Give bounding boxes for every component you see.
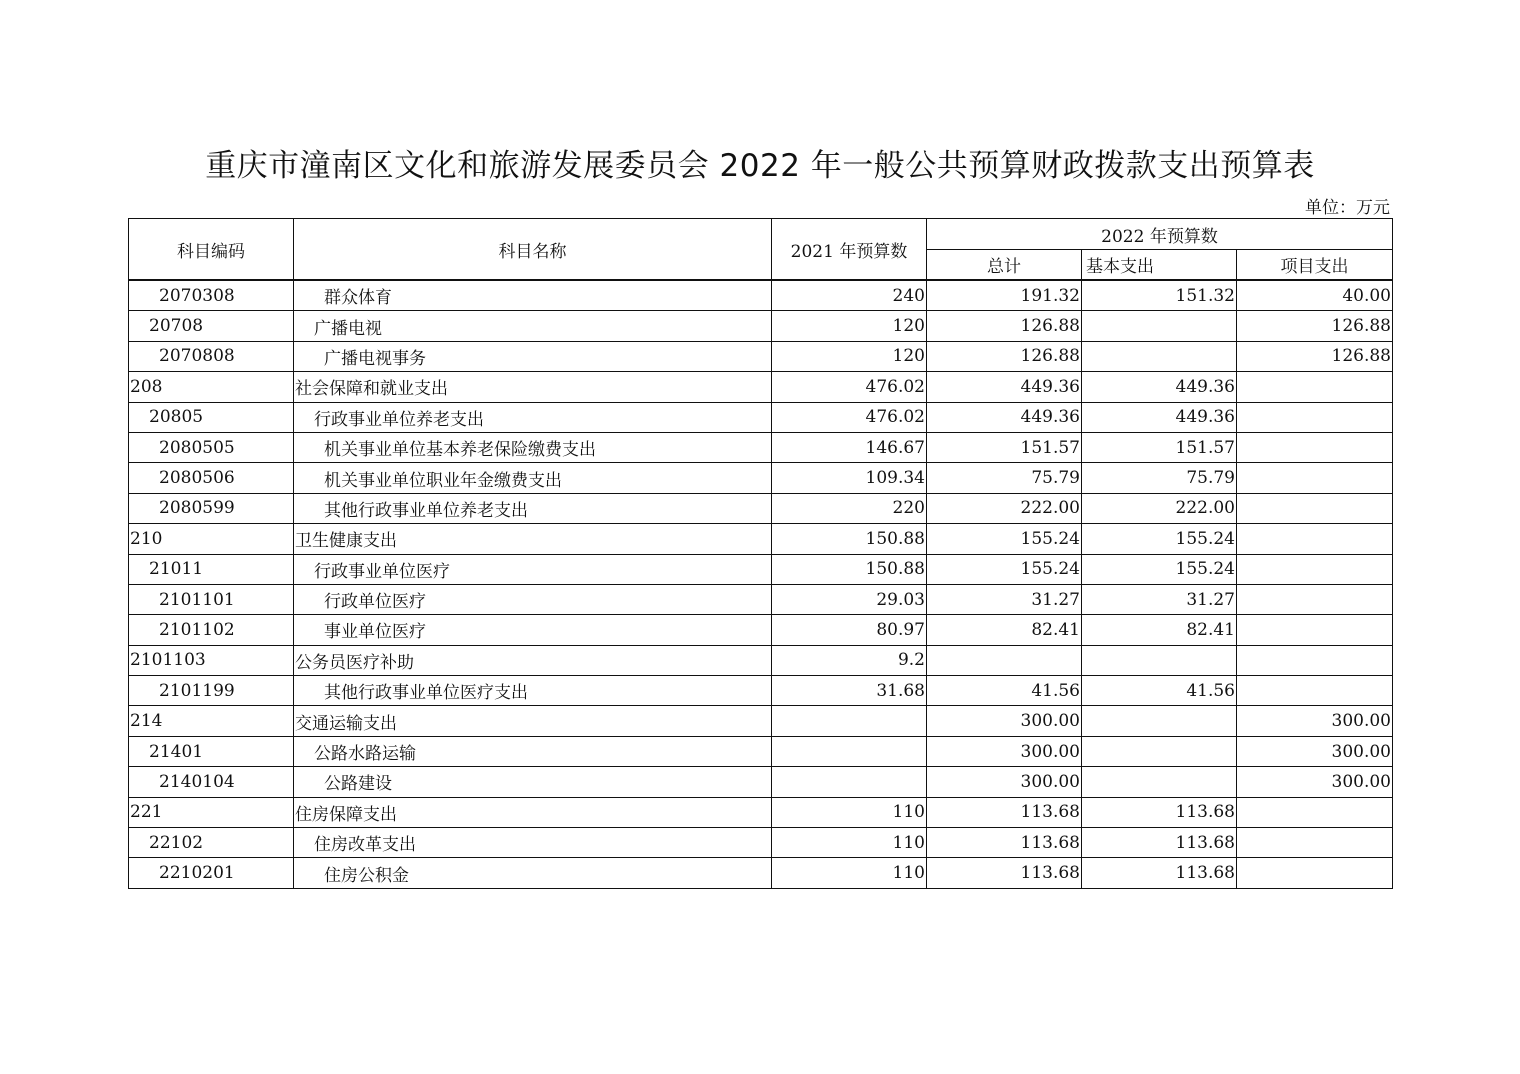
row-code: 20708 [129, 311, 294, 341]
row-project [1237, 402, 1393, 432]
row-prev-budget: 150.88 [772, 524, 927, 554]
row-total: 126.88 [927, 341, 1082, 371]
row-code: 208 [129, 372, 294, 402]
row-basic: 155.24 [1082, 554, 1237, 584]
row-project: 300.00 [1237, 736, 1393, 766]
row-total: 41.56 [927, 676, 1082, 706]
row-code: 2210201 [129, 858, 294, 888]
table-row [129, 493, 1393, 523]
row-code: 2070808 [129, 341, 294, 371]
table-row [129, 615, 1393, 645]
table-row [129, 524, 1393, 554]
row-basic [1082, 341, 1237, 371]
page-title: 重庆市潼南区文化和旅游发展委员会 2022 年一般公共预算财政拨款支出预算表 [205, 148, 1315, 184]
row-total: 113.68 [927, 858, 1082, 888]
budget-table [128, 218, 1393, 889]
row-code: 2101199 [129, 676, 294, 706]
row-name: 住房改革支出 [294, 828, 772, 858]
row-project: 300.00 [1237, 767, 1393, 797]
row-name: 广播电视 [294, 311, 772, 341]
table-row [129, 341, 1393, 371]
row-code: 21011 [129, 554, 294, 584]
row-name: 行政事业单位养老支出 [294, 402, 772, 432]
row-code: 221 [129, 797, 294, 827]
row-total: 75.79 [927, 463, 1082, 493]
header-total: 总计 [927, 250, 1082, 281]
table-row [129, 797, 1393, 827]
table-body [129, 280, 1393, 888]
row-name: 机关事业单位职业年金缴费支出 [294, 463, 772, 493]
row-name: 社会保障和就业支出 [294, 372, 772, 402]
row-basic: 82.41 [1082, 615, 1237, 645]
row-name: 事业单位医疗 [294, 615, 772, 645]
row-name: 行政单位医疗 [294, 584, 772, 614]
row-prev-budget: 31.68 [772, 676, 927, 706]
row-prev-budget [772, 767, 927, 797]
table-row [129, 767, 1393, 797]
row-code: 214 [129, 706, 294, 736]
row-basic: 113.68 [1082, 858, 1237, 888]
row-project [1237, 554, 1393, 584]
row-name: 住房保障支出 [294, 797, 772, 827]
row-code: 2140104 [129, 767, 294, 797]
row-project [1237, 828, 1393, 858]
row-project [1237, 372, 1393, 402]
row-prev-budget: 146.67 [772, 432, 927, 462]
table-row [129, 402, 1393, 432]
row-basic: 449.36 [1082, 372, 1237, 402]
row-prev-budget: 120 [772, 341, 927, 371]
table-row [129, 311, 1393, 341]
row-total: 113.68 [927, 828, 1082, 858]
row-basic [1082, 706, 1237, 736]
row-prev-budget: 109.34 [772, 463, 927, 493]
row-project: 126.88 [1237, 311, 1393, 341]
row-prev-budget: 9.2 [772, 645, 927, 675]
row-project [1237, 797, 1393, 827]
row-basic: 31.27 [1082, 584, 1237, 614]
row-total: 31.27 [927, 584, 1082, 614]
row-total: 300.00 [927, 767, 1082, 797]
row-prev-budget: 220 [772, 493, 927, 523]
header-basic: 基本支出 [1082, 250, 1237, 281]
row-basic: 151.32 [1082, 280, 1237, 311]
row-basic [1082, 736, 1237, 766]
header-code: 科目编码 [129, 219, 294, 281]
row-prev-budget: 476.02 [772, 402, 927, 432]
row-total: 151.57 [927, 432, 1082, 462]
row-total: 126.88 [927, 311, 1082, 341]
row-basic [1082, 645, 1237, 675]
row-code: 210 [129, 524, 294, 554]
row-prev-budget [772, 706, 927, 736]
row-project [1237, 584, 1393, 614]
row-code: 2080506 [129, 463, 294, 493]
row-total: 300.00 [927, 736, 1082, 766]
header-prev-budget: 2021 年预算数 [772, 219, 927, 281]
row-total: 113.68 [927, 797, 1082, 827]
row-prev-budget: 120 [772, 311, 927, 341]
row-prev-budget: 110 [772, 858, 927, 888]
row-code: 2080505 [129, 432, 294, 462]
table-row [129, 828, 1393, 858]
row-total: 449.36 [927, 372, 1082, 402]
row-prev-budget: 150.88 [772, 554, 927, 584]
row-total: 155.24 [927, 524, 1082, 554]
row-total [927, 645, 1082, 675]
row-project [1237, 676, 1393, 706]
row-project [1237, 615, 1393, 645]
row-basic: 113.68 [1082, 797, 1237, 827]
row-name: 其他行政事业单位养老支出 [294, 493, 772, 523]
row-code: 2101102 [129, 615, 294, 645]
header-current-budget: 2022 年预算数 [927, 219, 1393, 250]
row-code: 2101101 [129, 584, 294, 614]
row-code: 2080599 [129, 493, 294, 523]
table-row [129, 432, 1393, 462]
table-row [129, 280, 1393, 311]
row-basic: 449.36 [1082, 402, 1237, 432]
row-project [1237, 463, 1393, 493]
row-name: 公务员医疗补助 [294, 645, 772, 675]
row-basic: 41.56 [1082, 676, 1237, 706]
row-prev-budget: 80.97 [772, 615, 927, 645]
row-name: 住房公积金 [294, 858, 772, 888]
table-row [129, 736, 1393, 766]
row-total: 82.41 [927, 615, 1082, 645]
row-project: 126.88 [1237, 341, 1393, 371]
row-project [1237, 493, 1393, 523]
row-code: 2070308 [129, 280, 294, 311]
table-row [129, 372, 1393, 402]
row-code: 22102 [129, 828, 294, 858]
row-name: 群众体育 [294, 280, 772, 311]
row-name: 卫生健康支出 [294, 524, 772, 554]
header-project: 项目支出 [1237, 250, 1393, 281]
row-total: 300.00 [927, 706, 1082, 736]
row-name: 其他行政事业单位医疗支出 [294, 676, 772, 706]
row-total: 155.24 [927, 554, 1082, 584]
row-name: 交通运输支出 [294, 706, 772, 736]
row-total: 191.32 [927, 280, 1082, 311]
row-name: 行政事业单位医疗 [294, 554, 772, 584]
row-basic: 75.79 [1082, 463, 1237, 493]
row-project [1237, 524, 1393, 554]
table-row [129, 554, 1393, 584]
table-header [129, 219, 1393, 281]
row-project [1237, 858, 1393, 888]
row-project [1237, 645, 1393, 675]
table-row [129, 645, 1393, 675]
row-basic: 222.00 [1082, 493, 1237, 523]
row-prev-budget: 29.03 [772, 584, 927, 614]
row-project: 300.00 [1237, 706, 1393, 736]
row-project: 40.00 [1237, 280, 1393, 311]
row-code: 21401 [129, 736, 294, 766]
row-basic: 155.24 [1082, 524, 1237, 554]
table-row [129, 676, 1393, 706]
table-row [129, 463, 1393, 493]
row-prev-budget: 476.02 [772, 372, 927, 402]
row-code: 2101103 [129, 645, 294, 675]
header-name: 科目名称 [294, 219, 772, 281]
table-row [129, 706, 1393, 736]
row-prev-budget: 110 [772, 797, 927, 827]
row-name: 广播电视事务 [294, 341, 772, 371]
row-project [1237, 432, 1393, 462]
table-row [129, 858, 1393, 888]
row-total: 449.36 [927, 402, 1082, 432]
row-prev-budget: 110 [772, 828, 927, 858]
row-basic: 113.68 [1082, 828, 1237, 858]
row-name: 公路水路运输 [294, 736, 772, 766]
row-prev-budget: 240 [772, 280, 927, 311]
row-basic: 151.57 [1082, 432, 1237, 462]
row-code: 20805 [129, 402, 294, 432]
row-prev-budget [772, 736, 927, 766]
unit-label: 单位：万元 [1305, 198, 1390, 218]
row-total: 222.00 [927, 493, 1082, 523]
row-name: 机关事业单位基本养老保险缴费支出 [294, 432, 772, 462]
row-basic [1082, 767, 1237, 797]
table-row [129, 584, 1393, 614]
row-basic [1082, 311, 1237, 341]
row-name: 公路建设 [294, 767, 772, 797]
